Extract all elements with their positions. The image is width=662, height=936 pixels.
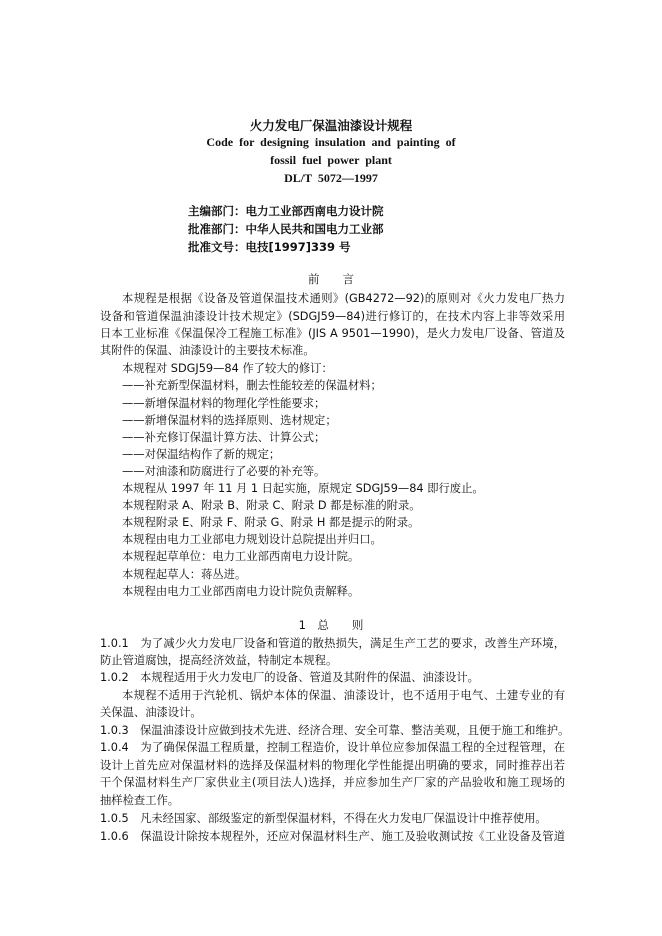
approval-document-number: 批准文号：电技[1997]339 号 — [188, 240, 351, 254]
preface-line: 本规程从 1997 年 11 月 1 日起实施，原规定 SDGJ59—84 即行废止。 — [122, 482, 484, 495]
preface-line: ——对油漆和防腐进行了必要的补充等。 — [122, 465, 326, 478]
clause-line: 抽样检查工作。 — [100, 794, 180, 807]
preface-line: 本规程由电力工业部电力规划设计总院提出并归口。 — [122, 533, 382, 546]
clause-line: 设计上首先应对保温材料的选择及保温材料的物理化学性能提出明确的要求，同时推荐出若 — [100, 759, 565, 772]
clause-line: 关保温、油漆设计。 — [100, 706, 202, 719]
clause-line: 1.0.2 本规程适用于火力发电厂的设备、管道及其附件的保温、油漆设计。 — [100, 671, 479, 684]
clause-line: 防止管道腐蚀，提高经济效益，特制定本规程。 — [100, 654, 338, 667]
preface-line: 本规程对 SDGJ59—84 作了较大的修订： — [122, 362, 333, 375]
document-title: 火力发电厂保温油漆设计规程 — [249, 118, 413, 133]
english-title-line-1: Code for designing insulation and painting of — [206, 135, 456, 149]
preface-heading: 前 言 — [308, 272, 354, 286]
preface-line: ——补充新型保温材料，删去性能较差的保温材料； — [122, 379, 382, 392]
clause-line: 本规程不适用于汽轮机、锅炉本体的保温、油漆设计，也不适用于电气、土建专业的有 — [122, 689, 565, 702]
preface-line: 其附件的保温、油漆设计的主要技术标准。 — [100, 344, 315, 357]
standard-code: DL/T 5072—1997 — [284, 171, 378, 185]
clause-line: 1.0.4 为了确保保温工程质量，控制工程造价，设计单位应参加保温工程的全过程管理，在 — [100, 741, 565, 754]
preface-line: 本规程附录 E、附录 F、附录 G、附录 H 都是提示的附录。 — [122, 516, 420, 529]
preface-line: ——对保温结构作了新的规定； — [122, 448, 281, 461]
preface-line: 日本工业标准《保温保冷工程施工标准》(JIS A 9501—1990)，是火力发电厂设备、管道及 — [100, 327, 565, 340]
clause-line: 干个保温材料生产厂家供业主(项目法人)选择，并应参加生产厂家的产品验收和施工现场的 — [100, 776, 565, 789]
approval-department: 批准部门：中华人民共和国电力工业部 — [188, 222, 384, 236]
preface-line: 本规程起草单位：电力工业部西南电力设计院。 — [122, 550, 360, 563]
clause-line: 1.0.6 保温设计除按本规程外，还应对保温材料生产、施工及验收测试按《工业设备及管道 — [100, 830, 565, 843]
editor-department: 主编部门：电力工业部西南电力设计院 — [188, 204, 384, 218]
preface-line: ——补充修订保温计算方法、计算公式； — [122, 431, 326, 444]
preface-line: 本规程起草人：蒋丛进。 — [122, 568, 247, 581]
preface-line: 本规程附录 A、附录 B、附录 C、附录 D 都是标准的附录。 — [122, 499, 421, 512]
preface-line: 本规程由电力工业部西南电力设计院负责解释。 — [122, 585, 360, 598]
clause-line: 1.0.1 为了减少火力发电厂设备和管道的散热损失，满足生产工艺的要求，改善生产环境， — [100, 637, 565, 650]
english-title-line-2: fossil fuel power plant — [270, 153, 392, 167]
preface-line: ——新增保温材料的选择原则、选材规定； — [122, 414, 337, 427]
preface-line: 设备和管道保温油漆设计技术规定》(SDGJ59—84)进行修订的，在技术内容上非等效采用 — [100, 310, 565, 323]
clause-line: 1.0.3 保温油漆设计应做到技术先进、经济合理、安全可靠、整洁美观，且便于施工和维护。 — [100, 724, 570, 737]
clause-line: 1.0.5 凡未经国家、部级鉴定的新型保温材料，不得在火力发电厂保温设计中推荐使用。 — [100, 812, 547, 825]
section-1-heading: 1 总 则 — [298, 618, 364, 632]
preface-line: 本规程是根据《设备及管道保温技术通则》(GB4272—92)的原则对《火力发电厂热力 — [122, 292, 565, 305]
preface-line: ——新增保温材料的物理化学性能要求； — [122, 397, 326, 410]
